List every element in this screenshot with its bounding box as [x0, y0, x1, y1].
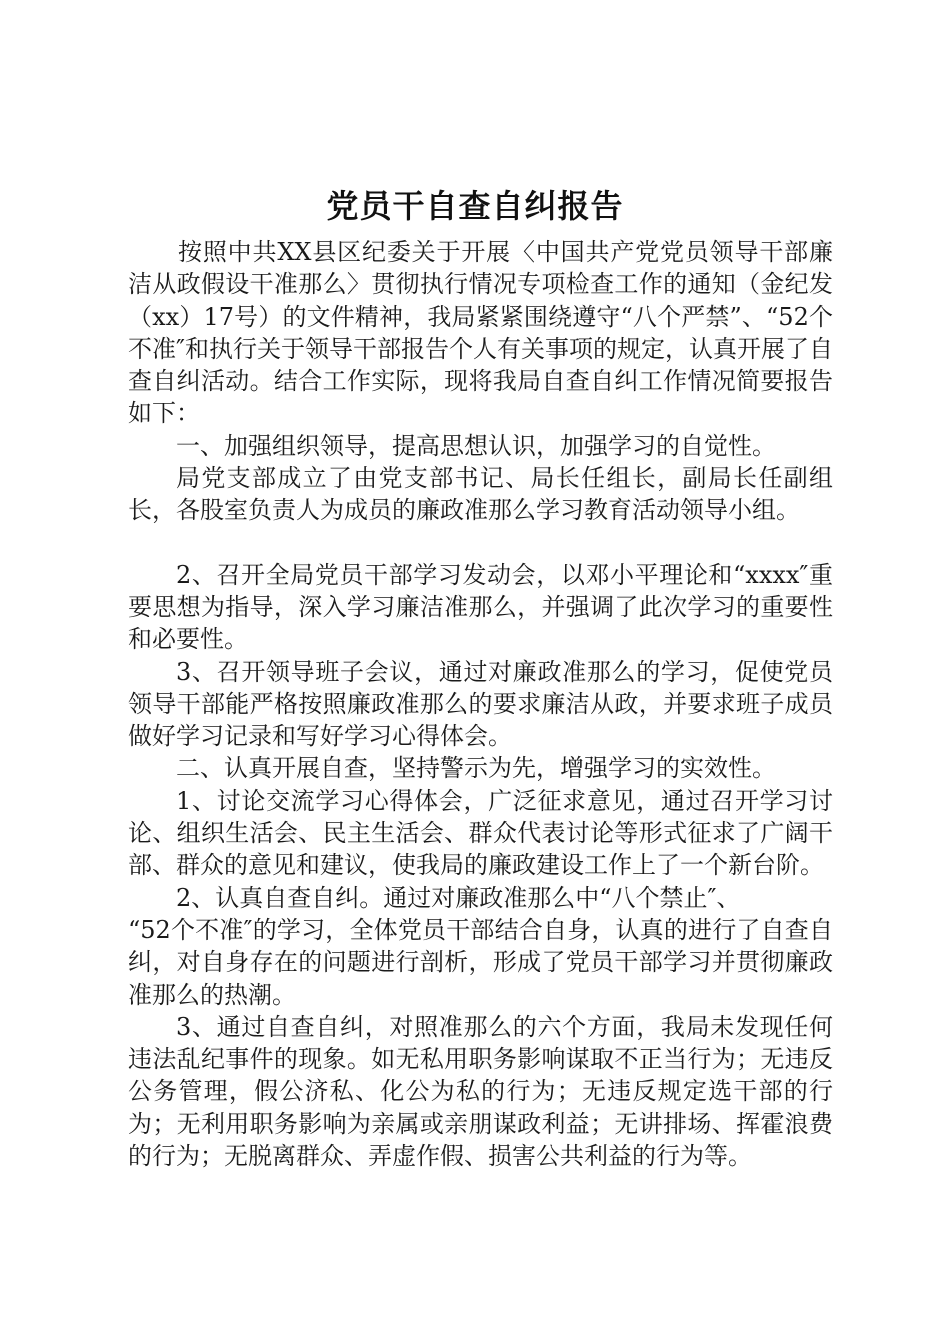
paragraph-item-2-self-check: 2、认真自查自纠。通过对廉政准那么中“八个禁止″、: [176, 883, 741, 912]
paragraph-item-3-leadership-meeting: 3、召开领导班子会议，通过对廉政准那么的学习，促使党员领导干部能严格按照廉政准那么的要求廉洁从政，并要求班子成员做好学习记录和写好学习心得体会。: [128, 657, 833, 751]
paragraph-item-1-discussion: 1、讨论交流学习心得体会，广泛征求意见，通过召开学习讨论、组织生活会、民主生活会、群众代表讨论等形式征求了广阔干部、群众的意见和建议，使我局的廉政建设工作上了一个新台阶。: [128, 786, 833, 880]
paragraph-intro: 按照中共XX县区纪委关于开展〈中国共产党党员领导干部廉洁从政假设干准那么〉贯彻执行情况专项检查工作的通知（金纪发（xx）17号）的文件精神，我局紧紧围绕遵守“八个严禁”、“52个不准″和执行关于领导干部报告个人有关事项的规定，认真开展了自查自纠活动。结合工作实际，现将我局自查自纠工作情况简要报告如下：: [128, 238, 833, 428]
document-body: [128, 236, 833, 1172]
paragraph-item-2-mobilization: 2、召开全局党员干部学习发动会，以邓小平理论和“xxxx″重要思想为指导，深入学习廉洁准那么，并强调了此次学习的重要性和必要性。: [128, 560, 833, 654]
paragraph-spacer: [128, 527, 833, 559]
paragraph-item-2-continued: “52个不准″的学习，全体党员干部结合自身，认真的进行了自查自纠，对自身存在的问题进行剖析，形成了党员干部学习并贯彻廉政准那么的热潮。: [128, 915, 833, 1009]
paragraph-leadership-group: 局党支部成立了由党支部书记、局长任组长，副局长任副组长，各股室负责人为成员的廉政准那么学习教育活动领导小组。: [128, 464, 833, 525]
paragraph-section-1-heading: 一、加强组织领导，提高思想认识，加强学习的自觉性。: [176, 431, 776, 460]
paragraph-section-2-heading: 二、认真开展自查，坚持警示为先，增强学习的实效性。: [176, 754, 776, 783]
paragraph-item-3-findings: 3、通过自查自纠，对照准那么的六个方面，我局未发现任何违法乱纪事件的现象。如无私用职务影响谋取不正当行为；无违反公务管理，假公济私、化公为私的行为；无违反规定选干部的行为；无利用职务影响为亲属或亲朋谋政利益；无讲排场、挥霍浪费的行为；无脱离群众、弄虚作假、损害公共利益的行为等。: [128, 1012, 833, 1171]
document-title: 党员干自查自纠报告: [326, 187, 624, 225]
